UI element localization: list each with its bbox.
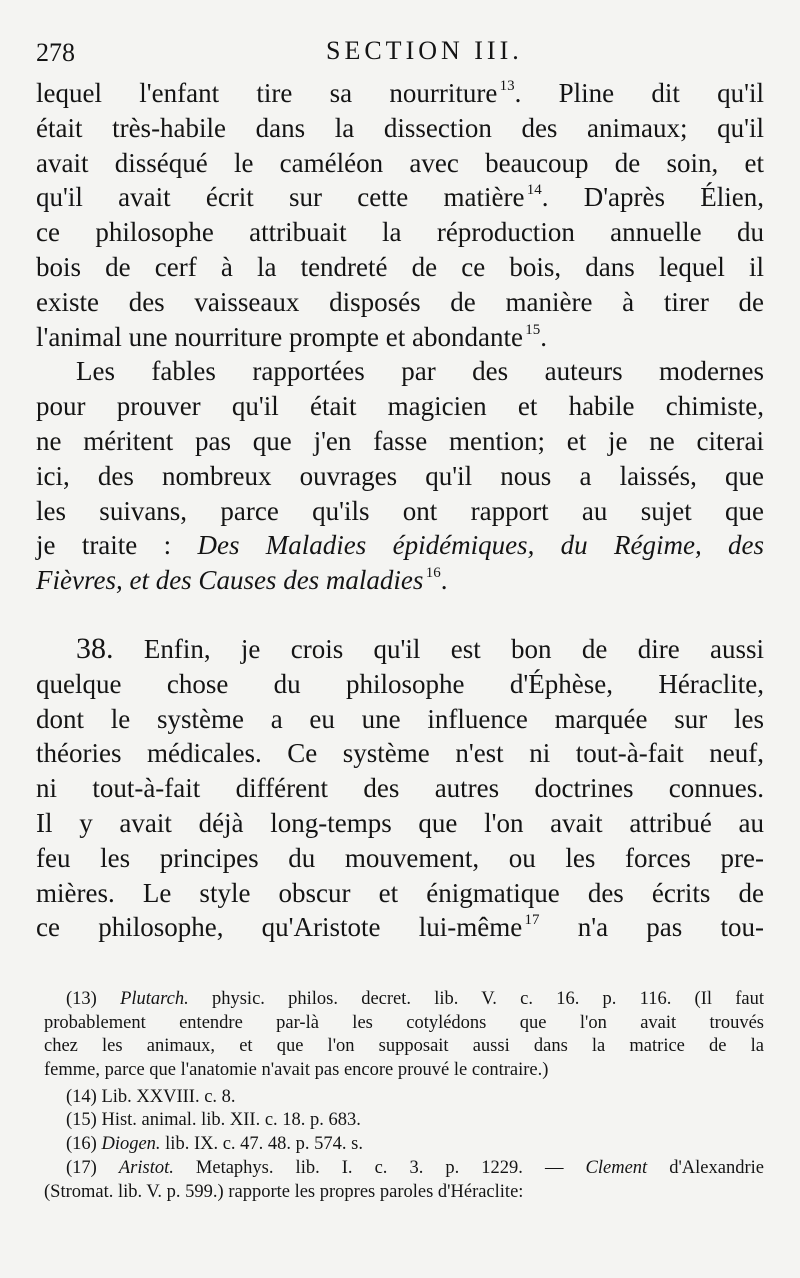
text-span: l'animal une nourriture prompte et abondante <box>36 321 523 352</box>
footnote-author: Diogen. <box>101 1134 161 1155</box>
note-ref: 13 <box>499 78 515 94</box>
footnote-line: probablement entendre par-là les cotylédons que l'on avait trouvés <box>44 1012 764 1033</box>
footnote-line: femme, parce que l'anatomie n'avait pas encore prouvé le contraire.) <box>44 1060 549 1081</box>
footnote-mark: (15) <box>66 1110 97 1131</box>
text-span: . D'après Élien, <box>541 182 765 213</box>
paragraph-number: 38. <box>76 631 114 665</box>
note-ref: 16 <box>425 565 441 582</box>
note-ref: 17 <box>524 912 540 929</box>
footnote-mark: (14) <box>66 1086 97 1107</box>
footnote-text: Lib. XXVIII. c. 8. <box>101 1086 236 1107</box>
footnote-15 <box>44 1109 764 1133</box>
text-line: quelque chose du philosophe d'Éphèse, Héraclite, <box>36 668 764 699</box>
footnote-17 <box>44 1157 764 1181</box>
text-line: théories médicales. Ce système n'est ni tout-à-fait neuf, <box>36 738 764 769</box>
footnote-text: lib. IX. c. 47. 48. p. 574. s. <box>165 1134 364 1155</box>
footnote-14 <box>44 1086 764 1110</box>
footnote-text: Metaphys. lib. I. c. 3. p. 1229. — <box>195 1157 564 1178</box>
text-line: ne méritent pas que j'en fasse mention; et je ne citerai <box>36 425 764 456</box>
text-line: ni tout-à-fait différent des autres doctrines connues. <box>36 773 764 804</box>
text-span: . Pline dit qu'il <box>514 78 765 108</box>
footnote-author: Clement <box>585 1157 648 1178</box>
note-ref: 15 <box>525 321 541 338</box>
text-line <box>36 320 764 355</box>
text-line <box>36 180 764 215</box>
footnote-author: Aristot. <box>118 1157 174 1178</box>
footnote-line: (Stromat. lib. V. p. 599.) rapporte les propres paroles d'Héraclite: <box>44 1181 524 1202</box>
text-span: qu'il avait écrit sur cette matière <box>36 182 525 213</box>
text-span: n'a pas tou- <box>577 912 765 943</box>
text-line: ce philosophe attribuait la réproduction annuelle du <box>36 217 764 248</box>
title-italic: Des Maladies épidémiques, du Régime, des <box>197 530 765 561</box>
text-span: . <box>540 321 547 352</box>
text-span: ce philosophe, qu'Aristote lui-même <box>36 912 523 943</box>
footnotes <box>44 988 764 1204</box>
text-line: les suivans, parce qu'ils ont rapport au sujet que <box>36 495 764 526</box>
footnote-mark: (13) <box>66 989 97 1009</box>
footnote-text: Hist. animal. lib. XII. c. 18. p. 683. <box>101 1110 361 1131</box>
text-line <box>36 632 764 667</box>
text-line <box>36 528 764 563</box>
text-line: Les fables rapportées par des auteurs modernes <box>76 356 764 387</box>
text-line: mières. Le style obscur et énigmatique des écrits de <box>36 877 764 908</box>
page-number: 278 <box>36 38 75 67</box>
text-span: je traite : <box>36 530 172 561</box>
text-line: ici, des nombreux ouvrages qu'il nous a laissés, que <box>36 460 764 491</box>
paragraph-gap <box>36 598 764 632</box>
section-title: SECTION III. <box>326 36 523 65</box>
text-line: bois de cerf à la tendreté de ce bois, dans lequel il <box>36 251 764 282</box>
text-line <box>36 910 764 945</box>
title-italic: Fièvres, et des Causes des maladies <box>36 565 424 596</box>
body-text <box>36 76 764 945</box>
footnote-mark: (16) <box>66 1134 97 1155</box>
text-line: était très-habile dans la dissection des animaux; qu'il <box>36 112 764 143</box>
text-line <box>36 76 764 111</box>
footnote-text: d'Alexandrie <box>669 1157 764 1178</box>
text-line: feu les principes du mouvement, ou les forces pre- <box>36 842 764 873</box>
footnote-13 <box>44 988 764 1012</box>
text-span: Enfin, je crois qu'il est bon de dire aussi <box>143 633 765 664</box>
footnote-line: chez les animaux, et que l'on supposait aussi dans la matrice de la <box>44 1036 764 1057</box>
page-header <box>36 32 766 72</box>
text-line: avait disséqué le caméléon avec beaucoup de soin, et <box>36 147 764 178</box>
text-line: existe des vaisseaux disposés de manière à tirer de <box>36 286 764 317</box>
text-span: . <box>440 565 448 596</box>
text-line: dont le système a eu une influence marquée sur les <box>36 703 764 734</box>
footnote-mark: (17) <box>66 1157 97 1178</box>
note-ref: 14 <box>526 182 542 199</box>
text-line: Il y avait déjà long-temps que l'on avait attribué au <box>36 807 764 838</box>
text-span: lequel l'enfant tire sa nourriture <box>36 78 498 108</box>
footnote-author: Plutarch. <box>120 989 189 1009</box>
text-line: pour prouver qu'il était magicien et habile chimiste, <box>36 391 764 422</box>
footnote-16 <box>44 1133 764 1157</box>
footnote-text: physic. philos. decret. lib. V. c. 16. p. 116. (Il faut <box>211 989 765 1009</box>
text-line <box>36 563 764 598</box>
